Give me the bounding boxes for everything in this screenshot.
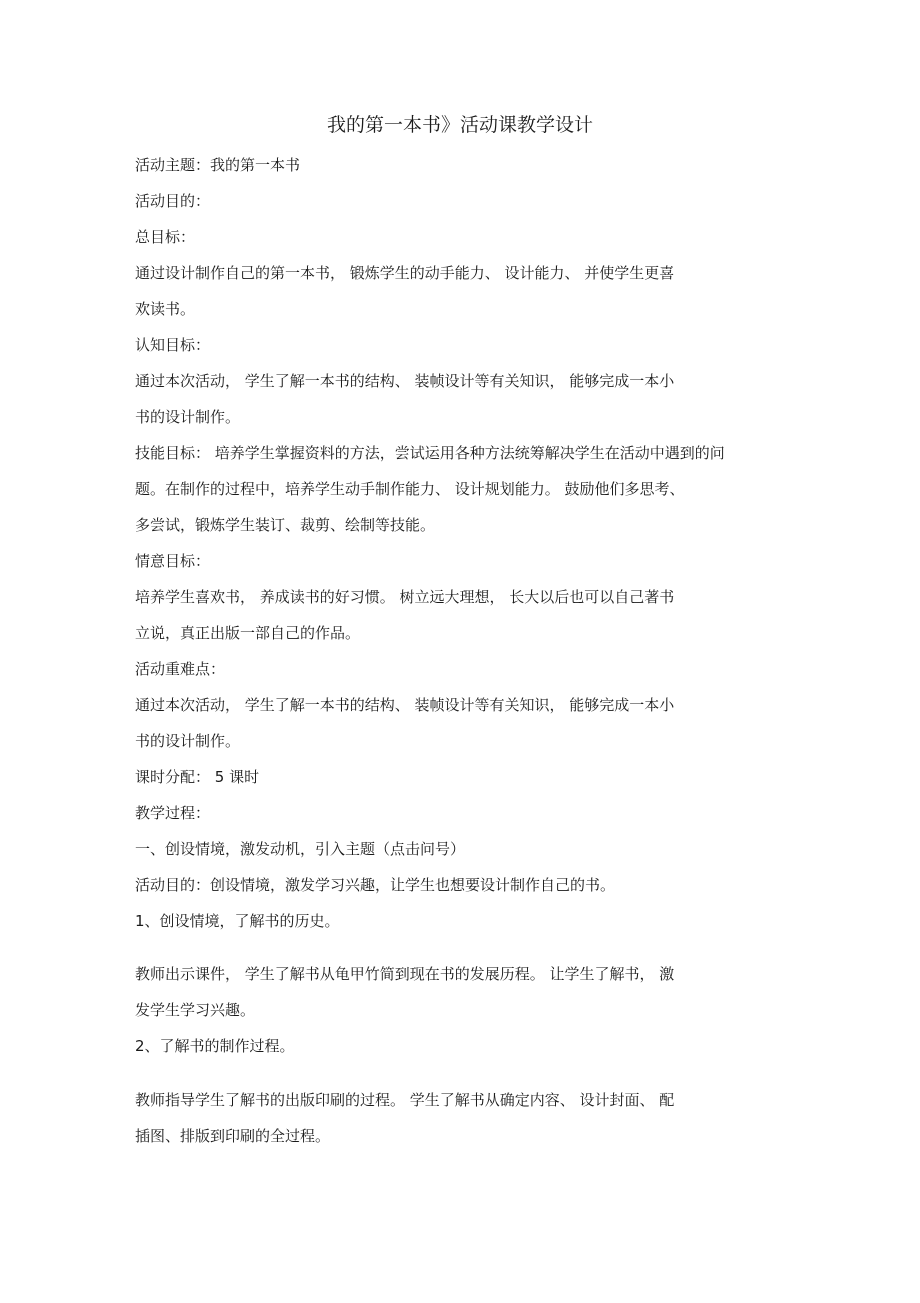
text-line-step-one-body-2: 发学生学习兴趣。 <box>135 1001 256 1019</box>
text-line-affective-goal: 情意目标： <box>135 552 211 570</box>
text-line-section-one-heading: 一、创设情境，激发动机，引入主题（点击问号） <box>135 840 466 858</box>
text-line-key-difficulties-body-1: 通过本次活动， 学生了解一本书的结构、 装帧设计等有关知识， 能够完成一本小 <box>135 696 675 714</box>
text-line-general-goal-body-2: 欢读书。 <box>135 300 196 318</box>
text-line-skill-goal-1: 技能目标： 培养学生掌握资料的方法，尝试运用各种方法统筹解决学生在活动中遇到的问 <box>135 444 725 462</box>
text-line-class-hours: 课时分配： 5 课时 <box>135 768 260 786</box>
text-line-skill-goal-2: 题。在制作的过程中，培养学生动手制作能力、 设计规划能力。 鼓励他们多思考、 <box>135 480 685 498</box>
text-line-step-one-body-1: 教师出示课件， 学生了解书从龟甲竹简到现在书的发展历程。 让学生了解书， 激 <box>135 965 675 983</box>
text-line-key-difficulties: 活动重难点： <box>135 660 226 678</box>
text-line-general-goal-body-1: 通过设计制作自己的第一本书， 锻炼学生的动手能力、 设计能力、 并使学生更喜 <box>135 264 675 282</box>
text-line-key-difficulties-body-2: 书的设计制作。 <box>135 732 241 750</box>
text-line-general-goal: 总目标： <box>135 228 196 246</box>
text-line-cognitive-goal-body-2: 书的设计制作。 <box>135 408 241 426</box>
text-line-step-one-heading: 1、创设情境，了解书的历史。 <box>135 912 340 930</box>
text-line-step-two-body-1: 教师指导学生了解书的出版印刷的过程。 学生了解书从确定内容、 设计封面、 配 <box>135 1091 675 1109</box>
text-line-section-one-purpose: 活动目的：创设情境，激发学习兴趣，让学生也想要设计制作自己的书。 <box>135 876 616 894</box>
text-line-cognitive-goal-body-1: 通过本次活动， 学生了解一本书的结构、 装帧设计等有关知识， 能够完成一本小 <box>135 372 675 390</box>
text-line-skill-goal-3: 多尝试，锻炼学生装订、裁剪、绘制等技能。 <box>135 516 436 534</box>
document-title: 我的第一本书》活动课教学设计 <box>326 114 593 136</box>
text-line-step-two-heading: 2、了解书的制作过程。 <box>135 1037 295 1055</box>
text-line-activity-purpose: 活动目的： <box>135 192 211 210</box>
text-line-activity-theme: 活动主题：我的第一本书 <box>135 156 301 174</box>
text-line-step-two-body-2: 插图、排版到印刷的全过程。 <box>135 1127 331 1145</box>
text-line-teaching-process: 教学过程： <box>135 804 211 822</box>
text-line-affective-goal-body-1: 培养学生喜欢书， 养成读书的好习惯。 树立远大理想， 长大以后也可以自己著书 <box>135 588 675 606</box>
text-line-affective-goal-body-2: 立说，真正出版一部自己的作品。 <box>135 624 361 642</box>
text-line-cognitive-goal: 认知目标： <box>135 336 211 354</box>
